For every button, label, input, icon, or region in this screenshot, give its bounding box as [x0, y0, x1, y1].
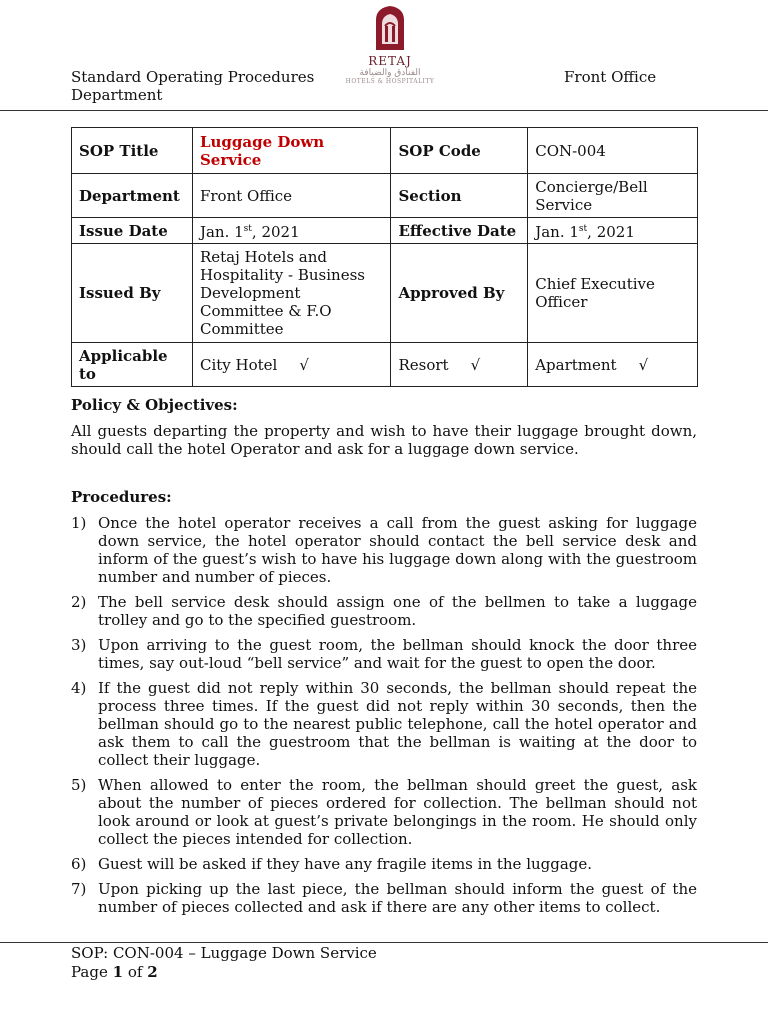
footer-sop-line: SOP: CON-004 – Luggage Down Service — [71, 944, 377, 962]
check-icon: √ — [470, 355, 481, 374]
list-item-text: Once the hotel operator receives a call from the guest asking for luggage down service, the hotel operator should contact the bell service desk and inform of the guest’s wish to have his luggage down along with the guestroom number and number of pieces. — [98, 514, 697, 586]
effective-date-label: Effective Date — [391, 218, 528, 244]
sop-title-label: SOP Title — [72, 128, 193, 174]
list-item-number: 2) — [71, 593, 87, 611]
applicable-name: Resort — [398, 355, 449, 374]
policy-text: All guests departing the property and wish to have their luggage brought down, should call the hotel Operator and ask for a luggage down service. — [71, 422, 697, 458]
list-item — [71, 855, 697, 873]
retaj-emblem-icon — [373, 4, 407, 52]
table-row — [72, 174, 698, 218]
check-icon: √ — [299, 355, 309, 374]
issue-date-value — [192, 218, 391, 244]
list-item-number: 1) — [71, 514, 87, 532]
applicable-city-hotel — [192, 343, 391, 387]
list-item-number: 5) — [71, 776, 87, 794]
effective-date-suffix: , 2021 — [587, 223, 635, 241]
sop-title-value: Luggage Down Service — [192, 128, 391, 174]
list-item — [71, 593, 697, 629]
list-item-text: Guest will be asked if they have any fragile items in the luggage. — [98, 855, 593, 873]
issue-date-prefix: Jan. 1 — [199, 223, 244, 241]
list-item — [71, 679, 697, 769]
table-row — [72, 218, 698, 244]
applicable-name: Apartment — [535, 355, 617, 374]
header-subtitle: Department — [71, 86, 163, 104]
header-title: Standard Operating Procedures — [71, 68, 315, 86]
table-row — [72, 343, 698, 387]
page-current: 1 — [112, 963, 124, 981]
logo-brand: RETAJ — [368, 54, 412, 68]
list-item-text: If the guest did not reply within 30 seconds, the bellman should repeat the process three times. If the guest did not reply within 30 seconds, then the bellman should go to the nearest public telephone, call the hotel operator and ask them to call the guestroom that the bellman is waiting at the door to collect their luggage. — [98, 679, 697, 769]
sop-info-table — [71, 127, 698, 387]
department-value: Front Office — [192, 174, 391, 218]
issued-by-label: Issued By — [72, 244, 193, 343]
table-row — [72, 128, 698, 174]
sop-code-label: SOP Code — [391, 128, 528, 174]
logo-subtitle: HOTELS & HOSPITALITY — [345, 78, 435, 85]
list-item — [71, 776, 697, 848]
section-label: Section — [391, 174, 528, 218]
list-item — [71, 880, 697, 916]
page-total: 2 — [147, 963, 158, 981]
issue-date-suffix: , 2021 — [251, 223, 300, 241]
page-word: Page — [71, 963, 108, 981]
sop-code-value: CON-004 — [528, 128, 698, 174]
list-item-text: Upon picking up the last piece, the bellman should inform the guest of the number of pieces collected and ask if there are any other items to collect. — [98, 880, 697, 916]
issue-date-sup: st — [243, 224, 252, 234]
footer — [71, 944, 377, 982]
applicable-resort — [391, 343, 528, 387]
list-item-text: When allowed to enter the room, the bellman should greet the guest, ask about the number of pieces ordered for collection. The bellman should not look around or look at guest’s private belongings in the room. He should only collect the pieces intended for collection. — [98, 776, 697, 848]
logo-arabic: الفنادق والضيافة — [359, 68, 421, 78]
table-row — [72, 244, 698, 343]
retaj-logo — [344, 4, 436, 92]
effective-date-sup: st — [578, 224, 588, 234]
section-value: Concierge/Bell Service — [528, 174, 698, 218]
check-icon: √ — [638, 355, 649, 374]
effective-date-prefix: Jan. 1 — [535, 223, 579, 241]
procedures-heading: Procedures: — [71, 488, 172, 506]
page-number — [71, 963, 377, 982]
issued-by-value: Retaj Hotels and Hospitality - Business Development Committee & F.O Committee — [192, 244, 391, 343]
list-item — [71, 636, 697, 672]
applicable-apartment — [528, 343, 698, 387]
list-item-text: The bell service desk should assign one of the bellmen to take a luggage trolley and go to the specified guestroom. — [98, 593, 697, 629]
sop-content — [71, 396, 697, 923]
applicable-name: City Hotel — [199, 355, 278, 374]
applicable-label: Applicable to — [72, 343, 193, 387]
header-left — [71, 68, 351, 104]
list-item-number: 7) — [71, 880, 87, 898]
list-item — [71, 514, 697, 586]
list-item-text: Upon arriving to the guest room, the bellman should knock the door three times, say out-loud “bell service” and wait for the guest to open the door. — [98, 636, 697, 672]
issue-date-label: Issue Date — [72, 218, 193, 244]
approved-by-label: Approved By — [391, 244, 528, 343]
approved-by-value: Chief Executive Officer — [528, 244, 698, 343]
department-label: Department — [72, 174, 193, 218]
procedures-list — [71, 514, 697, 916]
header-right: Front Office — [564, 68, 657, 86]
footer-rule — [0, 942, 768, 943]
page-of: of — [127, 963, 143, 981]
list-item-number: 6) — [71, 855, 87, 873]
policy-heading: Policy & Objectives: — [71, 396, 238, 414]
header-rule — [0, 110, 768, 111]
effective-date-value — [528, 218, 698, 244]
list-item-number: 4) — [71, 679, 87, 697]
list-item-number: 3) — [71, 636, 87, 654]
